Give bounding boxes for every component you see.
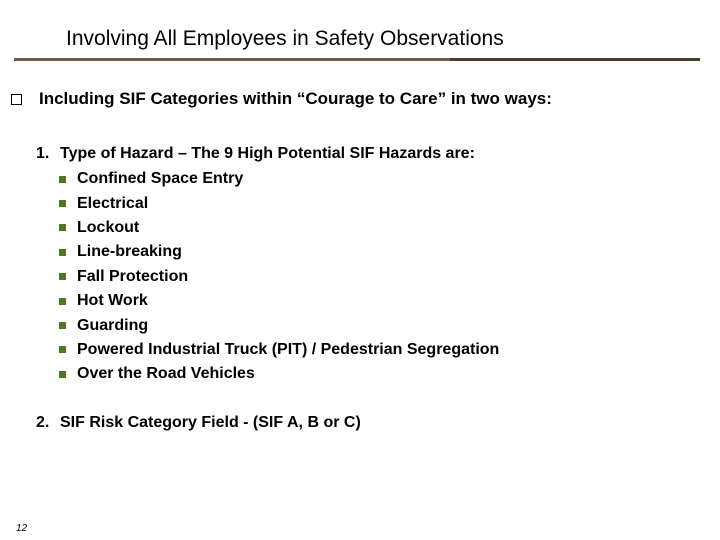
item-number: 1.	[36, 145, 50, 162]
item-text: SIF Risk Category Field - (SIF A, B or C)	[60, 414, 361, 431]
hazard-label: Guarding	[77, 316, 149, 334]
hazard-label: Confined Space Entry	[77, 170, 244, 188]
hazard-label: Lockout	[77, 218, 140, 236]
filled-square-icon	[59, 176, 66, 183]
numbered-item-2	[36, 414, 361, 432]
hazard-label: Over the Road Vehicles	[77, 365, 255, 383]
filled-square-icon	[59, 273, 66, 280]
hazard-item	[59, 240, 499, 264]
page-number: 12	[16, 523, 28, 534]
slide-title: Involving All Employees in Safety Observations	[66, 27, 504, 50]
hazard-item	[59, 362, 499, 386]
main-point-text: Including SIF Categories within “Courage to Care” in two ways:	[39, 89, 552, 108]
hazard-item	[59, 265, 499, 289]
hazard-item	[59, 289, 499, 313]
title-underline	[14, 58, 700, 61]
numbered-item-1	[36, 145, 475, 163]
hazard-item	[59, 216, 499, 240]
hazard-label: Line-breaking	[77, 243, 182, 261]
hazard-item	[59, 313, 499, 337]
filled-square-icon	[59, 249, 66, 256]
hollow-square-icon	[11, 94, 22, 105]
item-text: Type of Hazard – The 9 High Potential SIF Hazards are:	[60, 145, 475, 162]
hazard-item	[59, 191, 499, 215]
hazard-label: Fall Protection	[77, 267, 189, 285]
item-number: 2.	[36, 414, 50, 431]
hazard-label: Powered Industrial Truck (PIT) / Pedestrian Segregation	[77, 340, 500, 358]
hazard-list	[59, 167, 499, 387]
filled-square-icon	[59, 322, 66, 329]
main-point	[10, 89, 552, 109]
filled-square-icon	[59, 298, 66, 305]
title-underline-accent	[450, 58, 700, 61]
filled-square-icon	[59, 224, 66, 231]
filled-square-icon	[59, 371, 66, 378]
hazard-item	[59, 338, 499, 362]
hazard-item	[59, 167, 499, 191]
filled-square-icon	[59, 200, 66, 207]
hazard-label: Hot Work	[77, 292, 148, 310]
filled-square-icon	[59, 346, 66, 353]
hazard-label: Electrical	[77, 194, 149, 212]
